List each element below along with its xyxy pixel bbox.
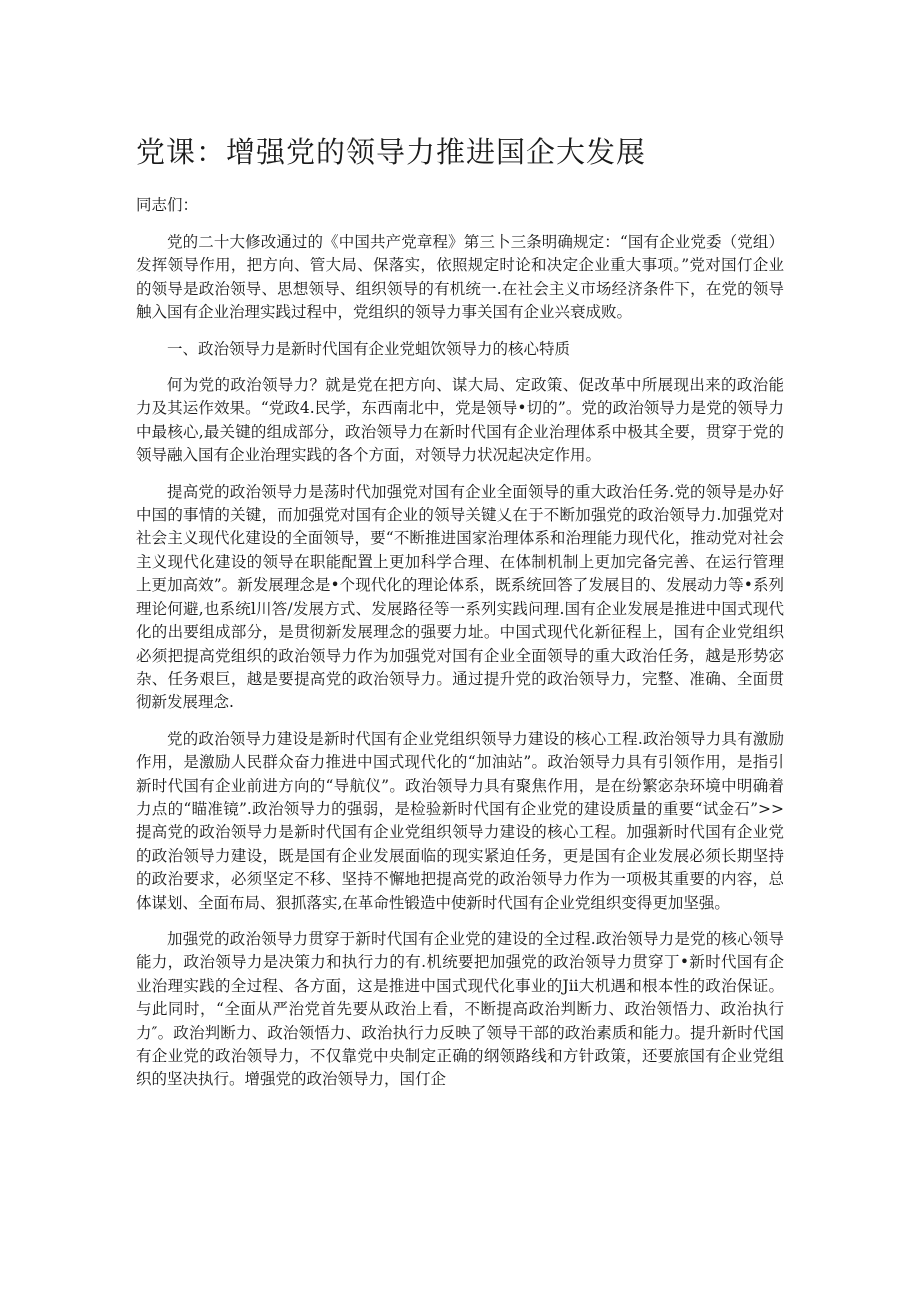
paragraph-core-project: 党的政治领导力建设是新时代国有企业党组织领导力建设的核心工程.政治领导力具有激励作用，是激励人民群众奋力推进中国式现代化的“加油站”。政治领导力具有引领作用，是指引新时代国有企业前进方向的“导航仪”。政治领导力具有聚焦作用，是在纷繁宓杂环境中明确着力点的“瞄准镜”.政治领导力的强弱，是检验新时代国有企业党的建设质量的重要“试金石”>>提高党的政治领导力是新时代国有企业党组织领导力建设的核心工程。加强新时代国有企业党的政治领导力建设，既是国有企业发展面临的现实紧迫任务，更是国有企业发展必须长期坚持的政治要求，必须坚定不移、坚持不懈地把提高党的政治领导力作为一项极其重要的内容，总体谋划、全面布局、狠抓落实,在革命性锻造中使新时代国有企业党组织变得更加坚强。 [136, 729, 784, 912]
paragraph-political-task: 提高党的政治领导力是荡时代加强党对国有企业全面领导的重大政治任务.党的领导是办好中国的事情的关键，而加强党对国有企业的领导关键乂在于不断加强党的政治领导力.加强党对社会主义现代化建设的全面领导，要“不断推进国家治理体系和治理能力现代化，推动党对社会主义现代化建设的领导在职能配置上更加科学合理、在体制机制上更加完备完善、在运行管理上更加高效”。新发展理念是•个现代化的理论体系，既系统回答了发展目的、发展动力等•系列理论何避,也系统l川答/发展方式、发展路径等一系列实践问理.国有企业发展是推进中国式现代化的出要组成部分，是贯彻新发展理念的强要力址。中国式现代化新征程上，国有企业党组织必须把提高党组织的政治领导力作为加强党对国有企业全面领导的重大政治任务，越是形势宓杂、任务艰巨，越是要提高党的政治领导力。通过提升党的政治领导力，完整、准确、全面贯彻新发展理念. [136, 482, 784, 712]
paragraph-intro: 党的二十大修改通过的《中国共产党章程》第三卜三条明确规定：“国有企业党委（党组）发挥领导作用，把方向、管大局、保落实，依照规定时论和决定企业重大事项。”党对国仃企业的领导是政治领导、思想领导、组织领导的有机统一.在社会主义市场经济条件下，在党的领导触入国有企业治理实践过程中，党组织的领导力事关国有企业兴衰成败。 [136, 233, 784, 322]
salutation: 同志们： [136, 196, 199, 214]
document-page [136, 132, 784, 1105]
document-title: 党课：增强党的领导力推进国企大发展 [136, 135, 647, 169]
paragraph-political-leadership-definition: 何为党的政治领导力？就是党在把方向、谋大局、定政策、促改革中所展现出来的政治能力及其运作效果。“党政4.民学，东西南北中，党是领导•切的”。党的政治领导力是党的领导力中最核心,最关键的组成部分，政治领导力在新时代国有企业治理体系中极其全要，贯穿于党的领导融入国有企业治理实践的各个方面，对领导力状况起决定作用。 [136, 376, 784, 465]
section-heading-1: 一、政治领导力是新时代国有企业党蛆饮领导力的核心特质 [167, 339, 571, 358]
paragraph-whole-process: 加强党的政治领导力贯穿于新时代国有企业党的建设的全过程.政治领导力是党的核心领导能力，政治领导力是决策力和执行力的有.机统要把加强党的政治领导力贯穿丁•新时代国有企业治理实践的全过程、各方面，这是推进中国式现代化事业的Jii大机遇和根本性的政治保证。与此同时，“全面从严治党首先要从政治上看，不断提高政治判断力、政治领悟力、政治执行力″。政治判断力、政治领悟力、政治执行力反映了领导干部的政治素质和能力。提升新时代国有企业党的政治领导力，不仅靠党中央制定正确的纲领路线和方针政策，还要旅国有企业党组织的坚决执行。增强党的政治领导力，国仃企 [136, 929, 784, 1089]
